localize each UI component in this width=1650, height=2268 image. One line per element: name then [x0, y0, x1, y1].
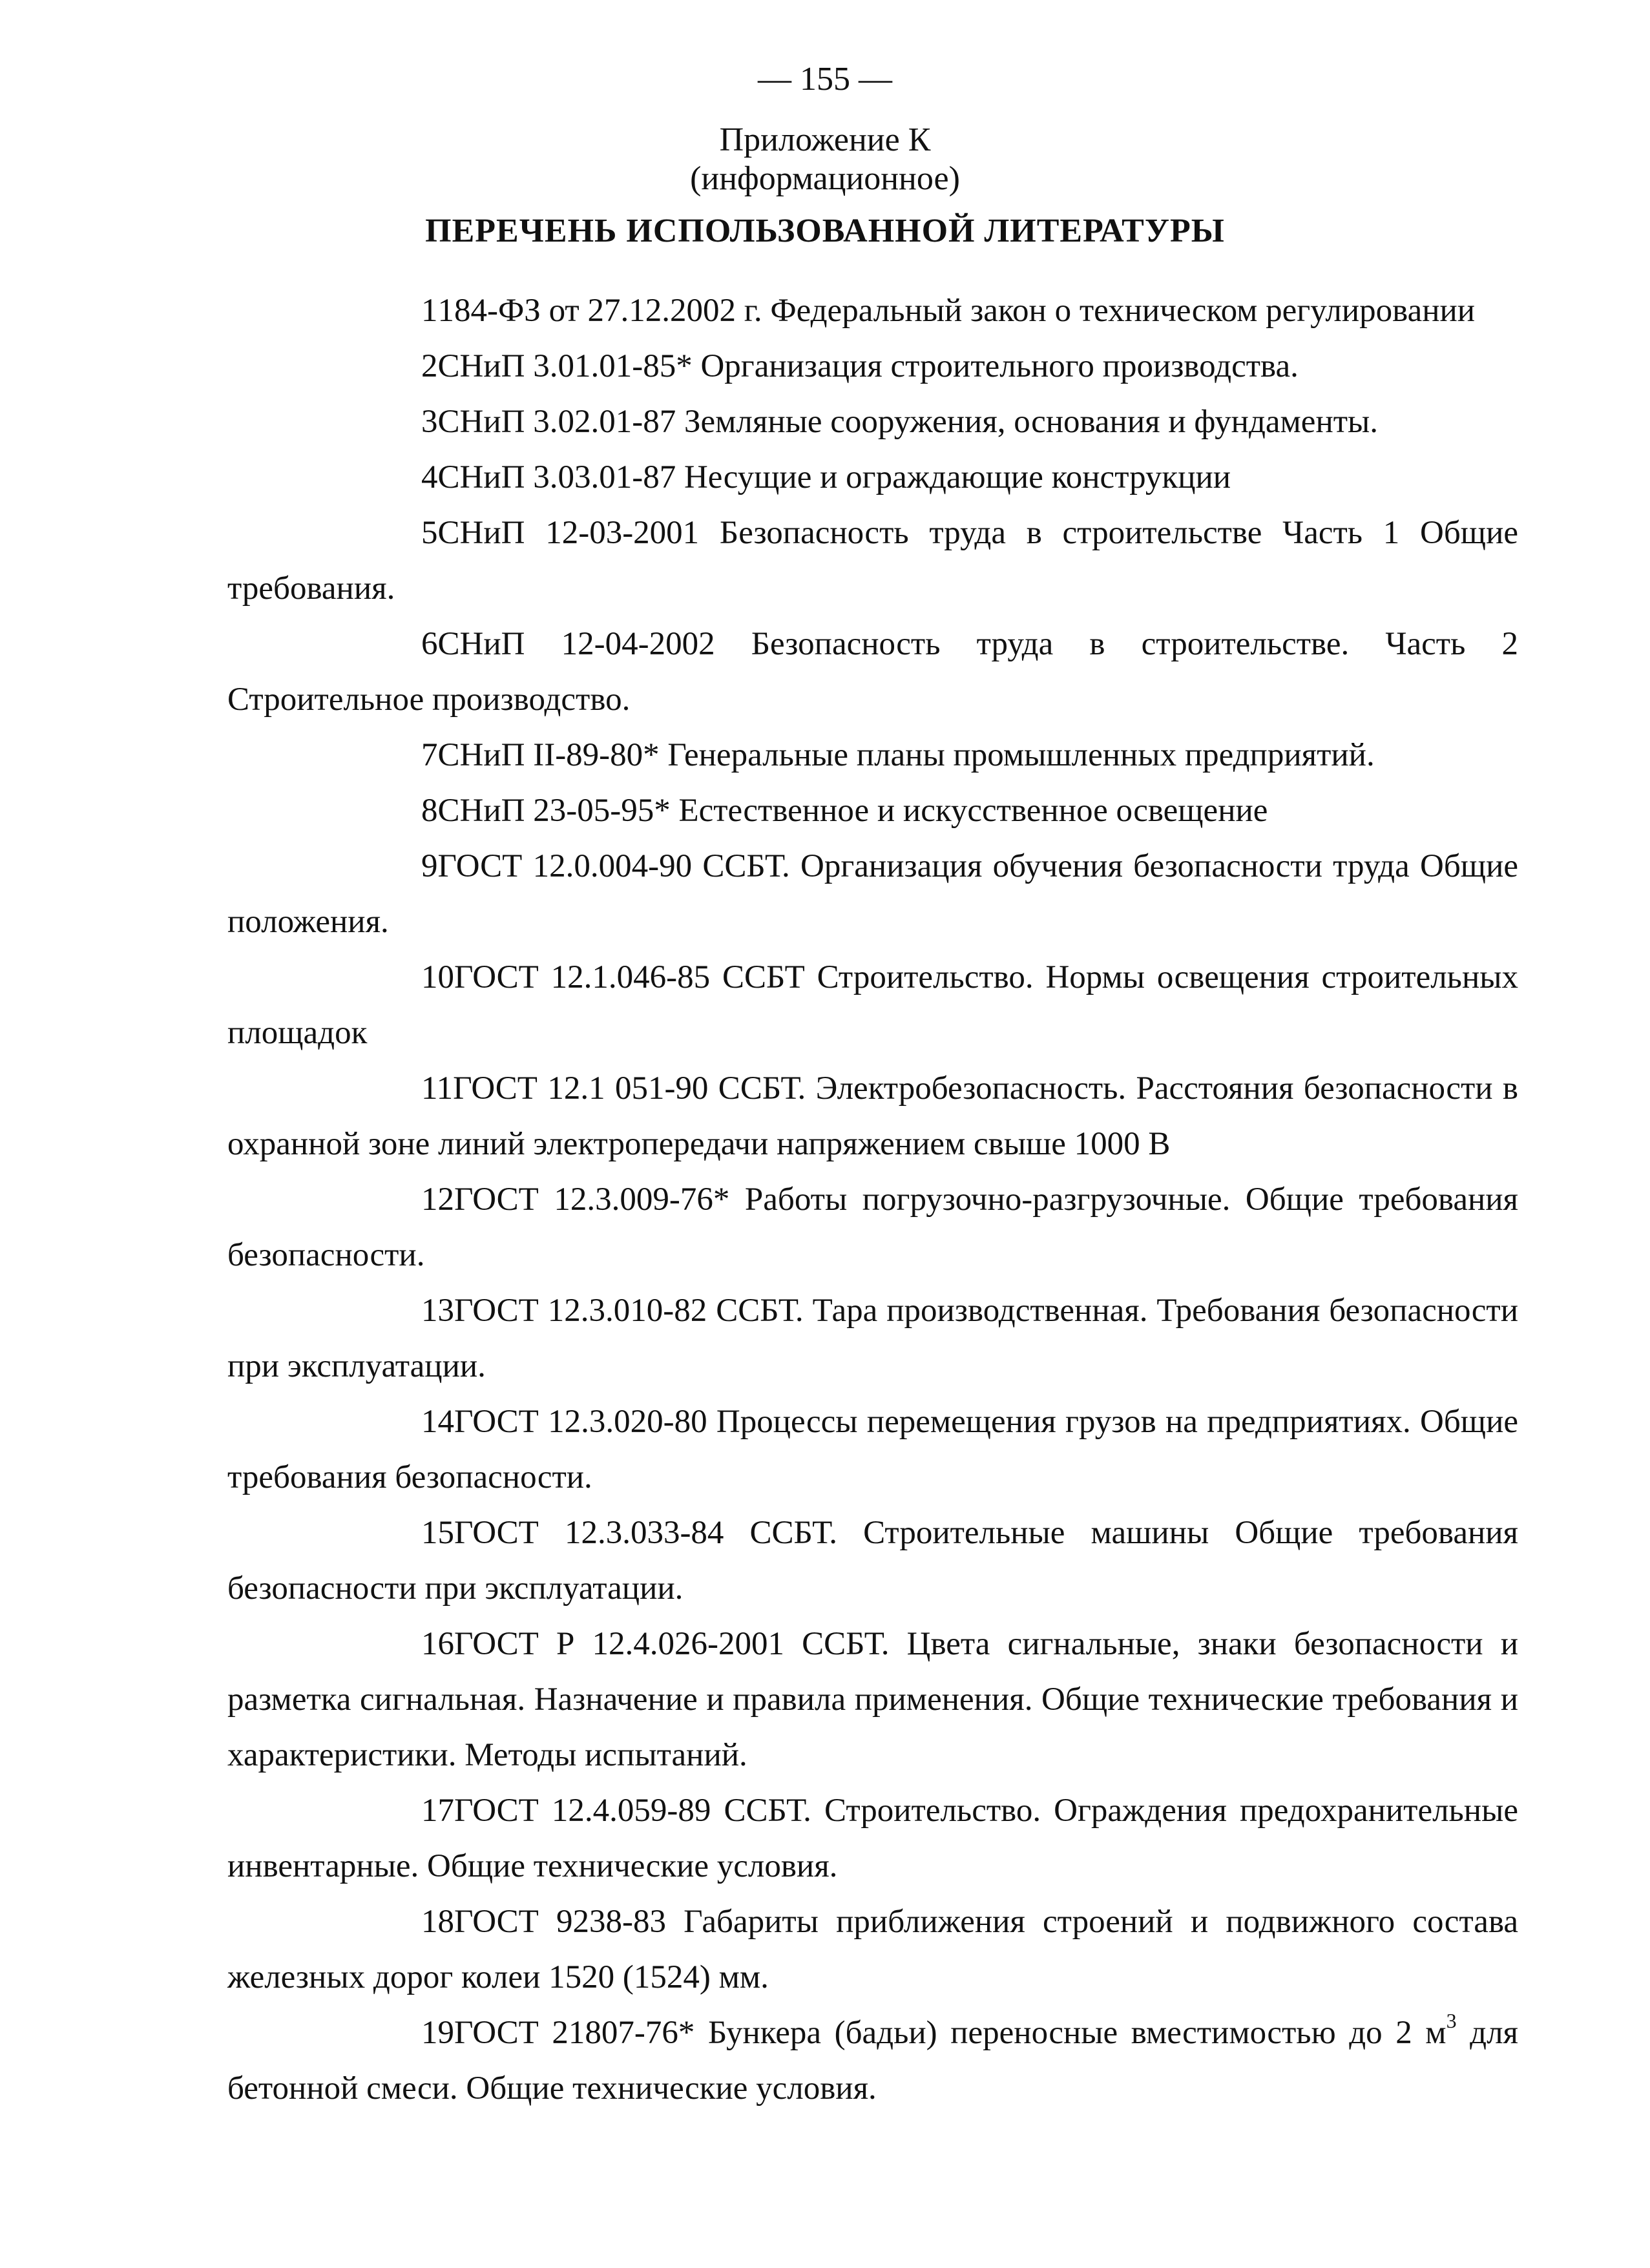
reference-text: СНиП 3.02.01-87 Земляные сооружения, основания и фундаменты.	[437, 404, 1379, 440]
reference-text: ГОСТ 9238-83 Габариты приближения строений и подвижного состава железных дорог колеи 1520 (1524) мм.	[227, 1904, 1518, 1995]
reference-number: 19	[421, 2015, 454, 2051]
reference-number: 5	[421, 515, 438, 551]
reference-number: 1	[421, 293, 438, 329]
reference-text: СНиП 23-05-95* Естественное и искусственное освещение	[437, 793, 1268, 829]
reference-item	[227, 616, 1518, 727]
reference-text: ГОСТ 12.1.046-85 ССБТ Строительство. Нормы освещения строительных площадок	[227, 959, 1518, 1051]
superscript-cubic: 3	[1446, 2009, 1457, 2032]
reference-number: 17	[421, 1793, 454, 1829]
reference-item	[227, 1783, 1518, 1894]
reference-text: ГОСТ 12.3.033-84 ССБТ. Строительные машины Общие требования безопасности при эксплуатации.	[227, 1515, 1518, 1607]
appendix-title: Приложение К	[719, 121, 931, 158]
reference-item	[227, 727, 1518, 783]
reference-item	[227, 2005, 1518, 2116]
reference-number: 6	[421, 626, 438, 662]
reference-item	[227, 838, 1518, 950]
reference-text: 184-ФЗ от 27.12.2002 г. Федеральный закон о техническом регулировании	[437, 293, 1476, 329]
reference-text: ГОСТ 12.4.059-89 ССБТ. Строительство. Ограждения предохранительные инвентарные. Общие технические условия.	[227, 1793, 1518, 1884]
reference-item	[227, 394, 1518, 450]
reference-text: ГОСТ 12.1 051-90 ССБТ. Электробезопасность. Расстояния безопасности в охранной зоне линий электропередачи напряжением свыше 1000 В	[227, 1070, 1518, 1162]
reference-number: 8	[421, 793, 438, 829]
reference-item	[227, 1394, 1518, 1505]
reference-text: ГОСТ Р 12.4.026-2001 ССБТ. Цвета сигнальные, знаки безопасности и разметка сигнальная. Назначение и правила применения. Общие технические требования и характеристики. Методы испытаний.	[227, 1626, 1518, 1773]
reference-item	[227, 283, 1518, 338]
reference-text: СНиП 12-03-2001 Безопасность труда в строительстве Часть 1 Общие требования.	[227, 515, 1518, 607]
reference-item	[227, 1616, 1518, 1783]
reference-text: СНиП 3.01.01-85* Организация строительного производства.	[437, 348, 1299, 384]
page-number: — 155 —	[758, 61, 892, 98]
reference-item	[227, 783, 1518, 838]
reference-number: 7	[421, 737, 438, 773]
reference-list	[227, 283, 1518, 2116]
document-heading: ПЕРЕЧЕНЬ ИСПОЛЬЗОВАННОЙ ЛИТЕРАТУРЫ	[425, 213, 1225, 249]
reference-text: СНиП II-89-80* Генеральные планы промышленных предприятий.	[437, 737, 1375, 773]
reference-text: СНиП 12-04-2002 Безопасность труда в строительстве. Часть 2 Строительное производство.	[227, 626, 1518, 718]
reference-text: ГОСТ 12.3.009-76* Работы погрузочно-разгрузочные. Общие требования безопасности.	[227, 1181, 1518, 1273]
reference-number: 3	[421, 404, 438, 440]
reference-text: ГОСТ 12.3.010-82 ССБТ. Тара производственная. Требования безопасности при эксплуатации.	[227, 1293, 1518, 1384]
reference-item	[227, 1894, 1518, 2005]
reference-item	[227, 1172, 1518, 1283]
reference-item	[227, 338, 1518, 394]
reference-number: 11	[421, 1070, 454, 1107]
reference-text: ГОСТ 12.0.004-90 ССБТ. Организация обучения безопасности труда Общие положения.	[227, 848, 1518, 940]
reference-text: СНиП 3.03.01-87 Несущие и ограждающие конструкции	[437, 459, 1231, 495]
reference-text-start: ГОСТ 21807-76* Бункера (бадьи) переносные вместимостью до 2 м	[454, 2015, 1446, 2051]
reference-item	[227, 1505, 1518, 1616]
reference-item	[227, 1061, 1518, 1172]
reference-text: ГОСТ 12.3.020-80 Процессы перемещения грузов на предприятиях. Общие требования безопасности.	[227, 1404, 1518, 1495]
reference-item	[227, 450, 1518, 505]
reference-item	[227, 950, 1518, 1061]
reference-number: 12	[421, 1181, 454, 1218]
reference-item	[227, 1283, 1518, 1394]
reference-number: 10	[421, 959, 454, 995]
reference-number: 4	[421, 459, 438, 495]
appendix-subtitle: (информационное)	[690, 160, 960, 197]
reference-number: 13	[421, 1293, 454, 1329]
reference-number: 18	[421, 1904, 454, 1940]
reference-number: 14	[421, 1404, 454, 1440]
reference-item	[227, 505, 1518, 616]
reference-text-end: для бетонной смеси. Общие технические условия.	[227, 2015, 1518, 2107]
reference-number: 15	[421, 1515, 454, 1551]
reference-number: 9	[421, 848, 438, 884]
reference-number: 2	[421, 348, 438, 384]
reference-number: 16	[421, 1626, 454, 1662]
